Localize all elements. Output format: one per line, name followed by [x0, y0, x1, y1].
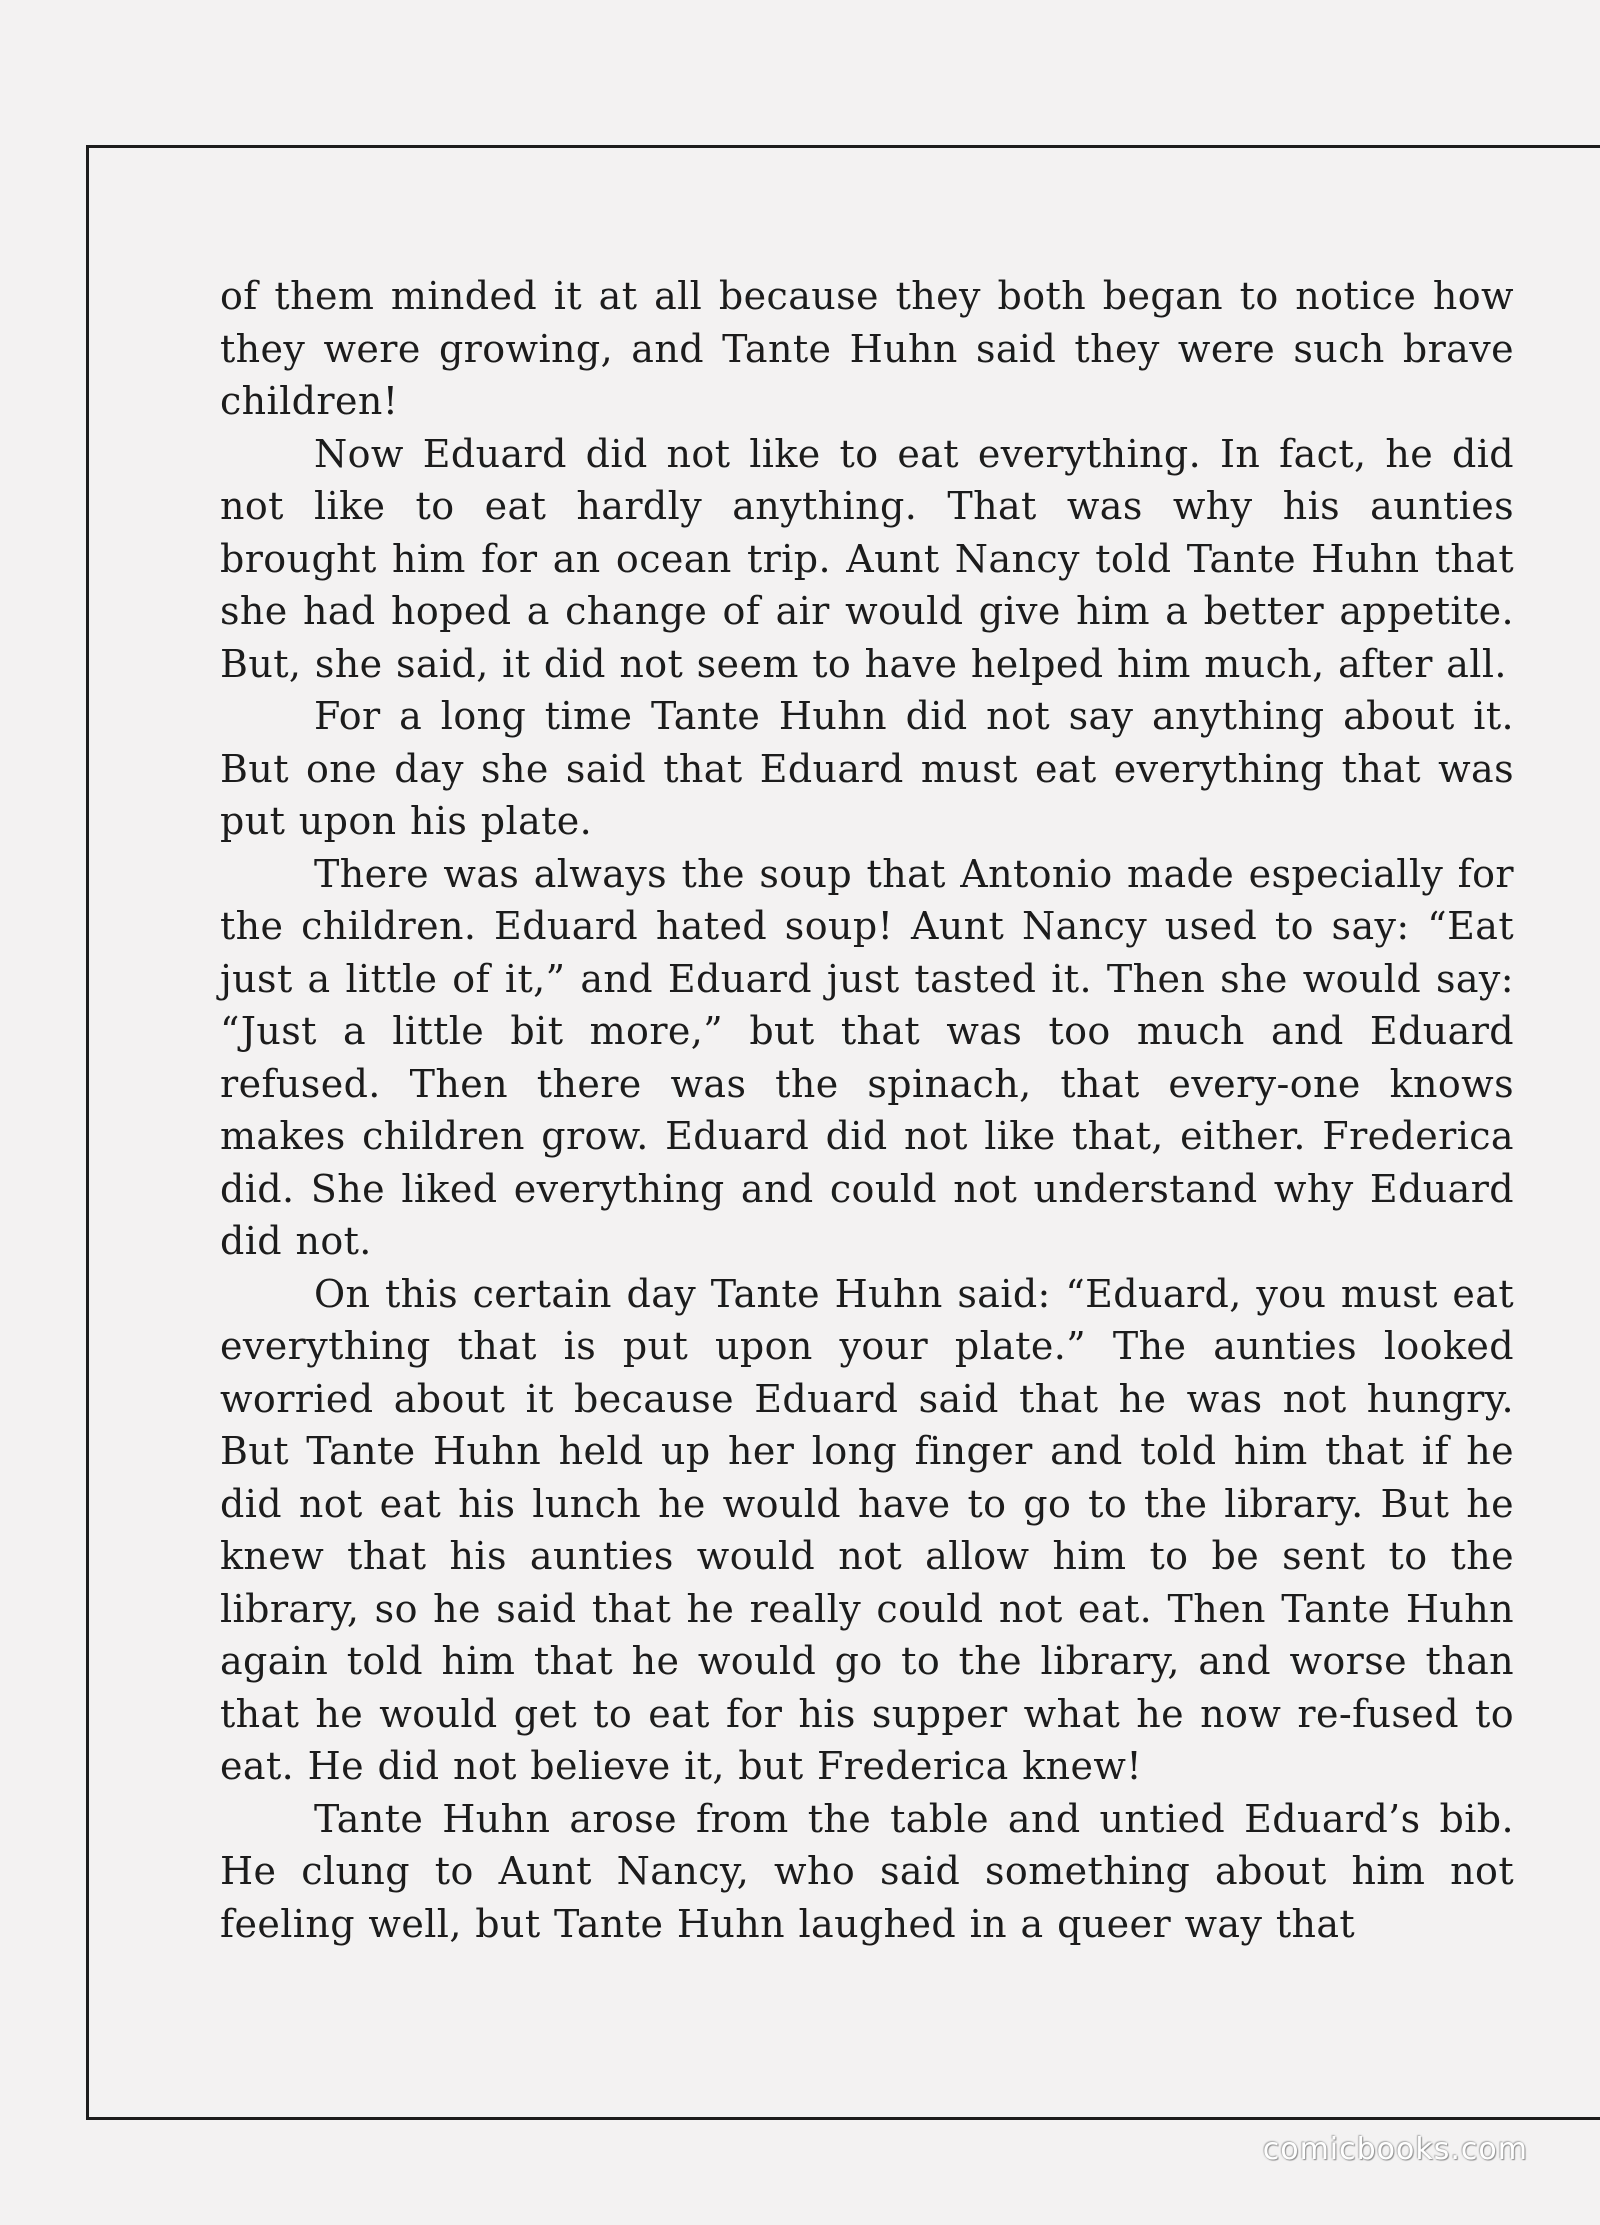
- watermark: comicbooks.com: [1262, 2132, 1528, 2167]
- paragraph: For a long time Tante Huhn did not say anything about it. But one day she said that Eduard must eat everything that was put upon his plate.: [220, 694, 1514, 843]
- body-text: [220, 270, 1514, 1950]
- paragraph: Now Eduard did not like to eat everything. In fact, he did not like to eat hardly anything. That was why his aunties brought him for an ocean trip. Aunt Nancy told Tante Huhn that she had hoped a change of air would give him a better appetite. But, she said, it did not seem to have helped him much, after all.: [220, 431, 1514, 686]
- paragraph-continuation: of them minded it at all because they both began to notice how they were growing, and Tante Huhn said they were such brave children!: [220, 274, 1514, 423]
- paragraph: Tante Huhn arose from the table and untied Eduard’s bib. He clung to Aunt Nancy, who said something about him not feeling well, but Tante Huhn laughed in a queer way that: [220, 1796, 1514, 1946]
- paragraph: There was always the soup that Antonio made especially for the children. Eduard hated soup! Aunt Nancy used to say: “Eat just a little of it,” and Eduard just tasted it. Then she would say: “Just a little bit more,” but that was too much and Eduard refused. Then there was the spinach, that every-one knows makes children grow. Eduard did not like that, either. Frederica did. She liked everything and could not understand why Eduard did not.: [220, 851, 1514, 1263]
- paragraph: On this certain day Tante Huhn said: “Eduard, you must eat everything that is put upon your plate.” The aunties looked worried about it because Eduard said that he was not hungry. But Tante Huhn held up her long finger and told him that if he did not eat his lunch he would have to go to the library. But he knew that his aunties would not allow him to be sent to the library, so he said that he really could not eat. Then Tante Huhn again told him that he would go to the library, and worse than that he would get to eat for his supper what he now re-fused to eat. He did not believe it, but Frederica knew!: [220, 1271, 1514, 1788]
